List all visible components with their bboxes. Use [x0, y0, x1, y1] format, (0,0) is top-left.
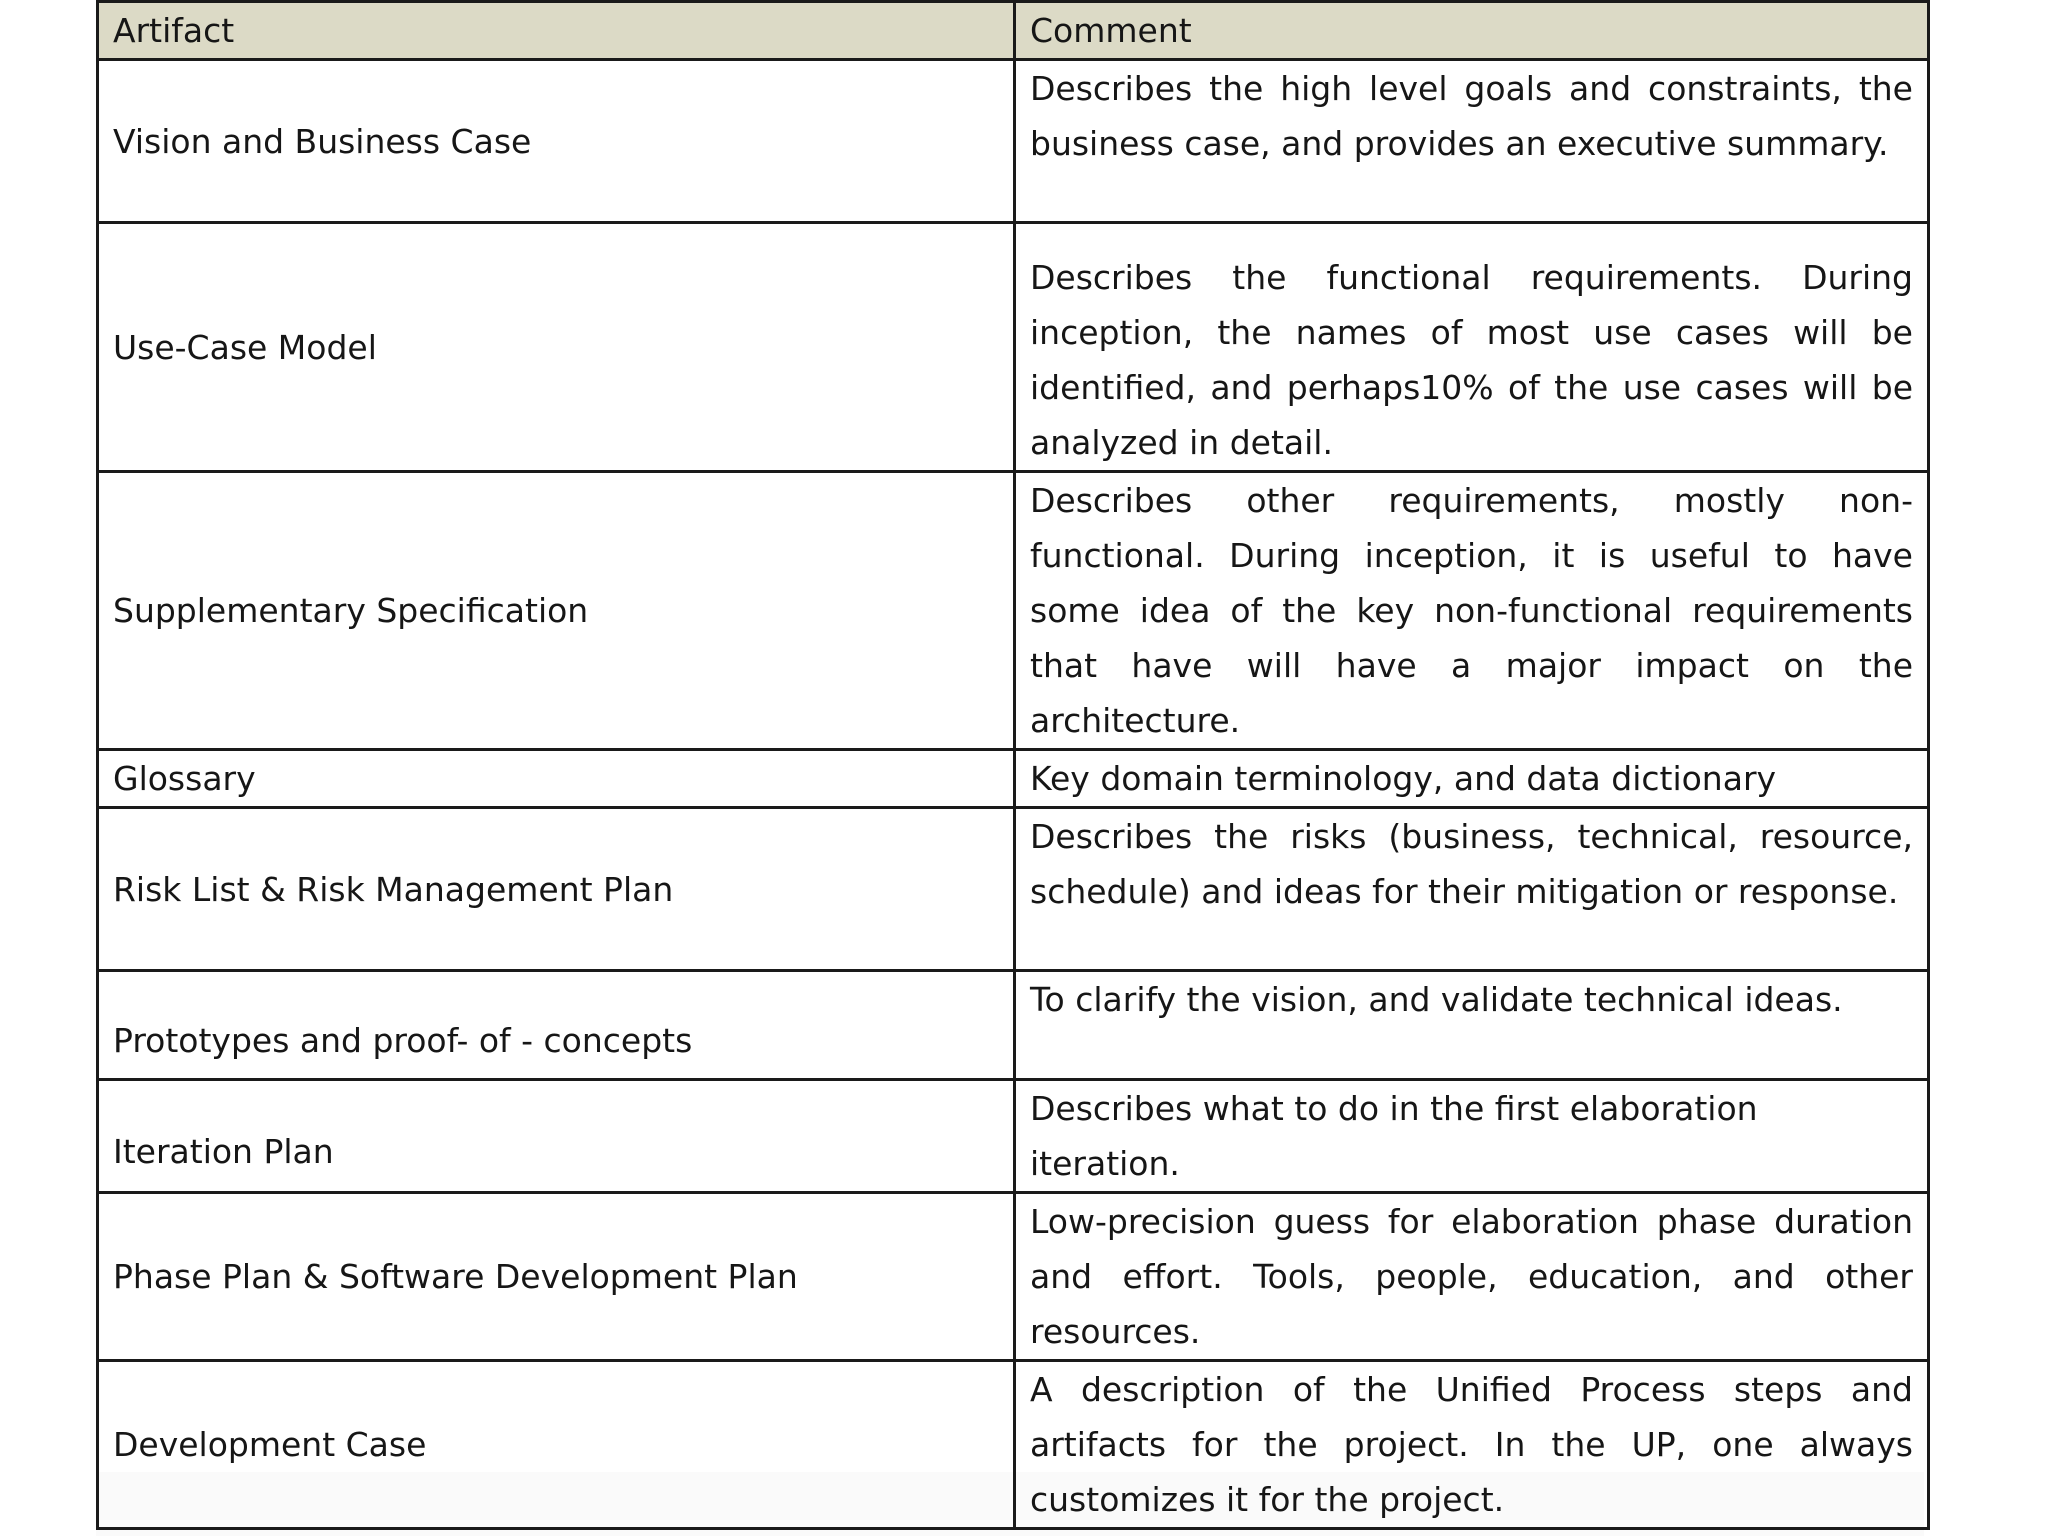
artifact-cell: Iteration Plan [98, 1080, 1015, 1193]
table-row [98, 223, 1929, 472]
comment-cell: To clarify the vision, and validate technical ideas. [1015, 971, 1929, 1080]
comment-cell: Describes what to do in the first elaboration iteration. [1015, 1080, 1929, 1193]
table-row [98, 1361, 1929, 1529]
artifact-cell: Development Case [98, 1361, 1015, 1529]
table-row [98, 472, 1929, 750]
header-comment: Comment [1015, 2, 1929, 60]
table-row [98, 1080, 1929, 1193]
artifact-cell: Use-Case Model [98, 223, 1015, 472]
artifact-cell: Prototypes and proof- of - concepts [98, 971, 1015, 1080]
comment-cell: Describes the risks (business, technical, resource, schedule) and ideas for their mitigation or response. [1015, 808, 1929, 971]
comment-cell: Key domain terminology, and data dictionary [1015, 750, 1929, 808]
table-row [98, 60, 1929, 223]
table-row [98, 971, 1929, 1080]
comment-cell: A description of the Unified Process steps and artifacts for the project. In the UP, one always customizes it for the project. [1015, 1361, 1929, 1529]
comment-cell: Describes the high level goals and constraints, the business case, and provides an executive summary. [1015, 60, 1929, 223]
artifact-cell: Supplementary Specification [98, 472, 1015, 750]
artifacts-table [96, 0, 1930, 1530]
comment-cell: Describes other requirements, mostly non-functional. During inception, it is useful to have some idea of the key non-functional requirements that have will have a major impact on the architecture. [1015, 472, 1929, 750]
table-row [98, 750, 1929, 808]
comment-cell: Describes the functional requirements. During inception, the names of most use cases will be identified, and perhaps10% of the use cases will be analyzed in detail. [1015, 223, 1929, 472]
table-row [98, 808, 1929, 971]
comment-cell: Low-precision guess for elaboration phase duration and effort. Tools, people, education, and other resources. [1015, 1193, 1929, 1361]
artifact-cell: Phase Plan & Software Development Plan [98, 1193, 1015, 1361]
table-row [98, 1193, 1929, 1361]
artifact-cell: Glossary [98, 750, 1015, 808]
artifact-cell: Risk List & Risk Management Plan [98, 808, 1015, 971]
table-header-row [98, 2, 1929, 60]
artifact-cell: Vision and Business Case [98, 60, 1015, 223]
header-artifact: Artifact [98, 2, 1015, 60]
